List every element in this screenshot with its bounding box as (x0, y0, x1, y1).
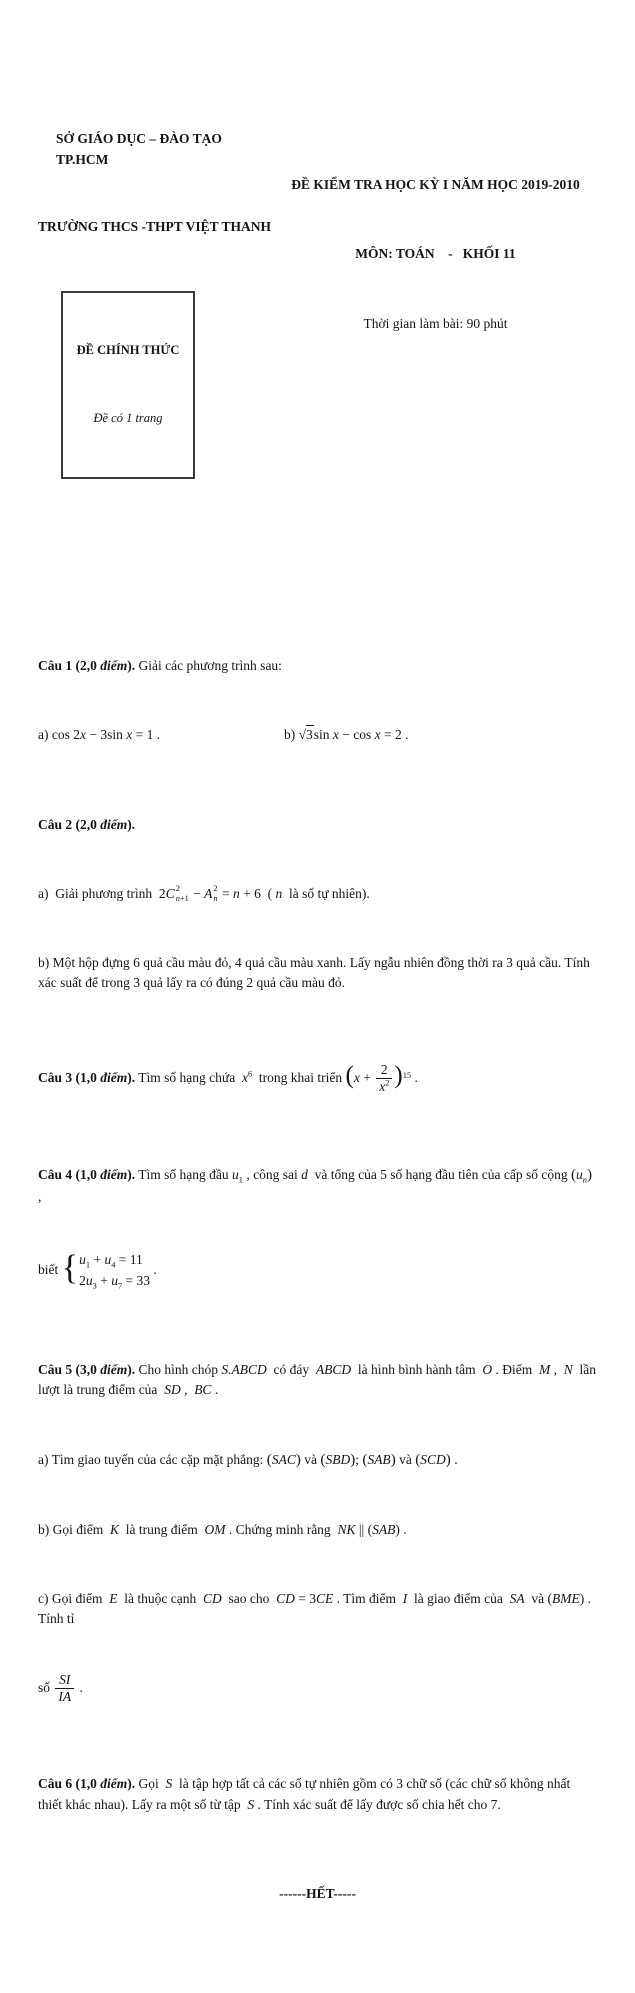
exam-box-title: ĐỀ CHÍNH THỨC (76, 342, 180, 357)
document-header (38, 89, 597, 520)
question-1a: a) cos 2x − 3sin x = 1 . (38, 726, 161, 742)
duration-line: Thời gian làm bài: 90 phút (363, 315, 508, 331)
question-5c-ratio: số $\frac{SI}{IA}$ . (38, 1672, 83, 1705)
question-6-text: Câu 6 (1,0 điểm). Gọi S là tập hợp tất cả các số tự nhiên gồm có 3 chữ số (các chữ số không nhất thiết khác nhau). Lấy ra một số từ tập S . Tính xác suất để lấy được số chia hết cho 7. (38, 1776, 574, 1812)
exam-box-note: Đề có 1 trang (93, 410, 163, 425)
question-2-heading: Câu 2 (2,0 điểm). (38, 816, 136, 832)
question-5-intro: Câu 5 (3,0 điểm). Cho hình chóp S.ABCD có đáy ABCD là hình bình hành tâm O . Điểm M , N lần lượt là trung điểm của SD , BC . (38, 1362, 600, 1398)
exam-title: ĐỀ KIỂM TRA HỌC KỲ I NĂM HỌC 2019-2010 (291, 177, 580, 193)
question-5c: c) Gọi điểm E là thuộc cạnh CD sao cho CD = 3CE . Tìm điểm I là giao điểm của SA và (BME) . Tính tỉ (38, 1591, 595, 1627)
header-right-block (274, 89, 597, 375)
question-5b: b) Gọi điểm K là trung điểm OM . Chứng minh rằng NK || (SAB) . (38, 1522, 407, 1538)
question-1-parts (38, 725, 597, 745)
exam-body (38, 595, 600, 1952)
official-exam-box (61, 291, 195, 479)
subject-line: MÔN: TOÁN - KHỐI 11 (355, 246, 516, 261)
end-marker: ------HẾT----- (279, 1885, 356, 1901)
question-4-system: biết { $u_1 + u_4 = 11$ $2u_3 + u_7 = 33$ . (38, 1249, 157, 1291)
question-2a: a) Giải phương trình 2C 2 n+1 − A 2 n = n + 6 ( n là số tự nhiên). (38, 884, 370, 904)
question-3-text: Câu 3 (1,0 điểm). Tìm số hạng chứa $x^6$ trong khai triển (x + $\frac{2}{x^2}$ )$^{15}$ . (38, 1062, 418, 1095)
school-name: TRƯỜNG THCS -THPT VIỆT THANH (38, 219, 272, 235)
header-left-block (38, 89, 274, 520)
question-2b: b) Một hộp đựng 6 quả cầu màu đỏ, 4 quả cầu màu xanh. Lấy ngẫu nhiên đồng thời ra 3 quả cầu. Tính xác suất để trong 3 quả lấy ra có đúng 2 quả cầu màu đỏ. (38, 954, 594, 991)
question-1b: b) √3sin x − cos x = 2 . (283, 726, 409, 742)
department-name: SỞ GIÁO DỤC – ĐÀO TẠO TP.HCM (56, 131, 226, 167)
question-4-text: Câu 4 (1,0 điểm). Tìm số hạng đầu $u_1$ , công sai d và tổng của 5 số hạng đầu tiên của cấp số cộng $(u_n)$ , (38, 1167, 596, 1204)
question-1-heading: Câu 1 (2,0 điểm). Giải các phương trình sau: (38, 658, 282, 673)
question-5a: a) Tìm giao tuyến của các cặp mặt phẳng: (SAC) và (SBD); (SAB) và (SCD) . (38, 1452, 458, 1469)
